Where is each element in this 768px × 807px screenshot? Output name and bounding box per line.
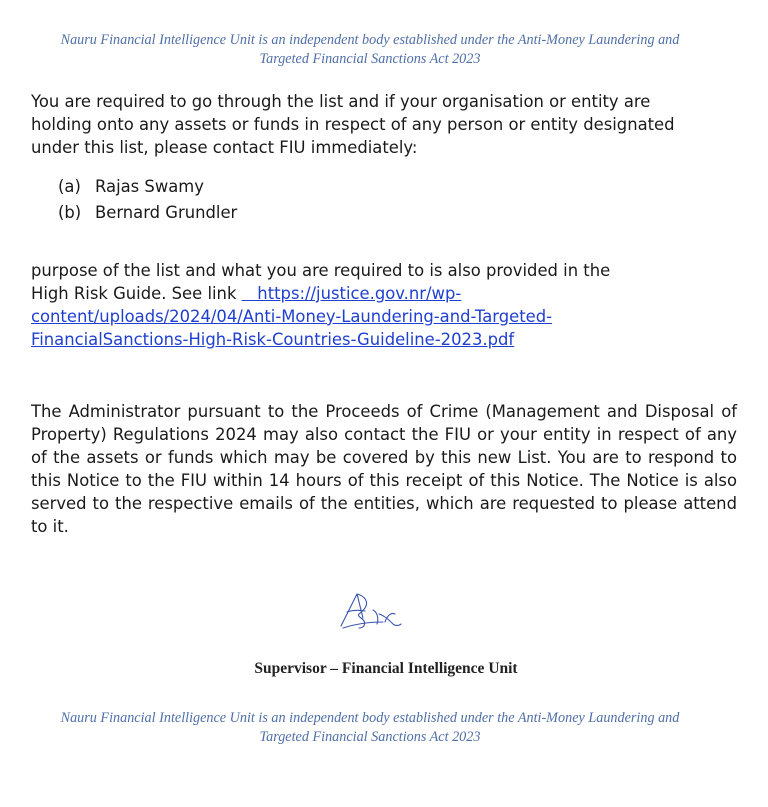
administrator-line-5: this Notice. The Notice is also served to the respective emails of the entities, — [31, 471, 737, 513]
purpose-line-1: purpose of the list and what you are required to is also provided in the — [31, 261, 611, 280]
administrator-line-6: which are requested to please attend to it. — [31, 494, 737, 536]
header-note-line-1: Nauru Financial Intelligence Unit is an independent body established under the Anti-Money Laundering and — [60, 32, 680, 48]
purpose-line-2 — [31, 282, 721, 305]
header-note-line-2: Targeted Financial Sanctions Act 2023 — [259, 51, 481, 67]
purpose-word: See — [171, 284, 203, 303]
administrator-line-4: You are to respond to this Notice to the FIU within 14 hours of this receipt of — [31, 448, 737, 490]
intro-line-2: holding onto any assets or funds in respect of any person or entity designated — [31, 115, 675, 134]
guideline-link[interactable]: https://justice.gov.nr/wp- — [241, 284, 462, 303]
administrator-line-1: The Administrator pursuant to the Proceeds of Crime (Management and — [31, 402, 638, 421]
administrator-paragraph — [31, 400, 737, 538]
header-note — [0, 31, 740, 69]
designated-name: Rajas Swamy — [95, 177, 204, 196]
footer-note — [0, 709, 740, 747]
purpose-paragraph — [31, 259, 737, 351]
list-item — [58, 174, 237, 200]
intro-line-3: under this list, please contact FIU immediately: — [31, 138, 418, 157]
footer-note-line-2: Targeted Financial Sanctions Act 2023 — [259, 729, 481, 745]
signatory-title: Supervisor – Financial Intelligence Unit — [254, 660, 518, 677]
footer-note-line-1: Nauru Financial Intelligence Unit is an independent body established under the Anti-Money Laundering and — [60, 710, 680, 726]
list-marker: (a) — [58, 177, 81, 196]
purpose-word: High — [31, 284, 69, 303]
administrator-line-3: in respect of any of the assets or funds which may be covered by this new List. — [31, 425, 737, 467]
administrator-line-2: Disposal of Property) Regulations 2024 may also contact the FIU or your entity — [31, 402, 737, 444]
purpose-word: Guide. — [113, 284, 167, 303]
intro-line-1: You are required to go through the list and if your organisation or entity are — [31, 92, 651, 111]
purpose-word: link — [207, 284, 237, 303]
intro-paragraph — [31, 90, 737, 159]
handwritten-signature — [335, 588, 407, 634]
designated-persons-list — [58, 174, 237, 226]
list-item — [58, 200, 237, 226]
guideline-link-cont-2[interactable]: FinancialSanctions-High-Risk-Countries-Guideline-2023.pdf — [31, 330, 515, 349]
guideline-link-cont-1[interactable]: content/uploads/2024/04/Anti-Money-Laundering-and-Targeted- — [31, 307, 553, 326]
list-marker: (b) — [58, 203, 82, 222]
purpose-word: Risk — [73, 284, 108, 303]
designated-name: Bernard Grundler — [95, 203, 238, 222]
